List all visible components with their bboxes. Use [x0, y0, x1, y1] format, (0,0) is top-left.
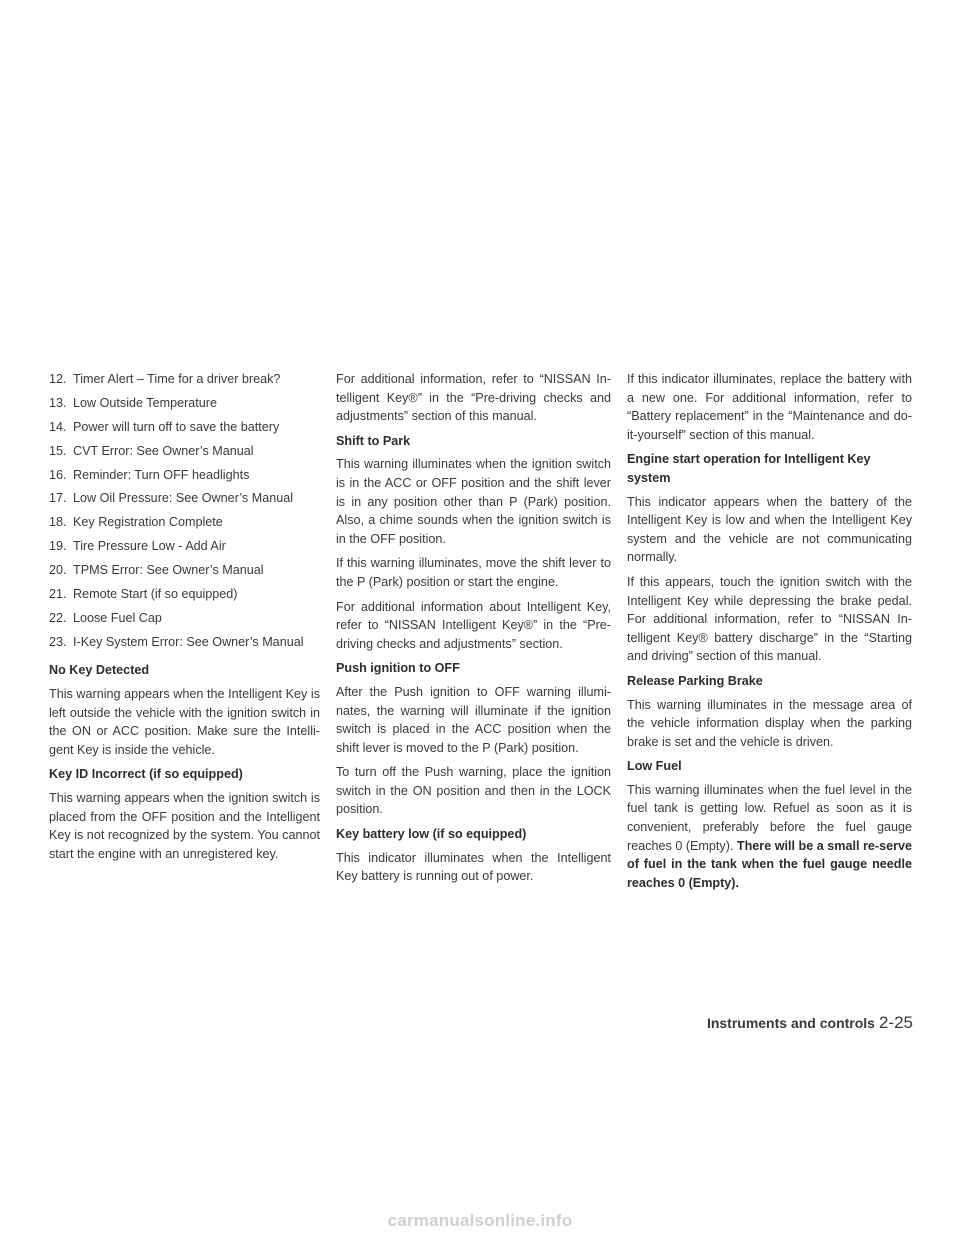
heading-release-parking-brake: Release Parking Brake	[627, 673, 763, 688]
list-item: 16. Reminder: Turn OFF headlights	[49, 467, 250, 482]
page-number: 2-25	[878, 1013, 913, 1032]
column-1	[49, 370, 320, 869]
heading-push-ignition-off: Push ignition to OFF	[336, 661, 460, 676]
warning-list	[49, 370, 320, 651]
paragraph: For additional information about Intelligent Key, refer to “NISSAN Intelligent Key®” in the “Pre-driving checks and adjustments” section.	[336, 599, 611, 651]
paragraph: For additional information, refer to “NISSAN In-telligent Key®” in the “Pre-driving checks and adjustments” section of this manual.	[336, 372, 611, 424]
heading-key-id-incorrect: Key ID Incorrect (if so equipped)	[49, 767, 243, 782]
paragraph: After the Push ignition to OFF warning illumi-nates, the warning will illuminate if the ignition switch is placed in the ACC position when the shift lever is moved to the P (Park) position.	[336, 684, 611, 755]
column-2	[336, 370, 611, 892]
paragraph: This warning illuminates in the message area of the vehicle information display when the parking brake is set and the vehicle is driven.	[627, 697, 912, 749]
list-item: 15. CVT Error: See Owner’s Manual	[49, 443, 254, 458]
heading-low-fuel: Low Fuel	[627, 759, 682, 774]
heading-engine-start-operation: Engine start operation for Intelligent Key system	[627, 452, 871, 485]
heading-no-key-detected: No Key Detected	[49, 663, 150, 678]
paragraph: To turn off the Push warning, place the ignition switch in the ON position and then in the LOCK position.	[336, 765, 611, 817]
paragraph: If this indicator illuminates, replace the battery with a new one. For additional information, refer to “Battery replacement” in the “Maintenance and do-it-yourself” section of this manual.	[627, 372, 912, 442]
list-item: 18. Key Registration Complete	[49, 515, 223, 530]
list-item: 23. I-Key System Error: See Owner’s Manual	[49, 634, 304, 649]
list-item: 17. Low Oil Pressure: See Owner’s Manual	[49, 491, 294, 506]
paragraph: This warning illuminates when the ignition switch is in the ACC or OFF position and the shift lever is in any position other than P (Park) position. Also, a chime sounds when the ignition switch is in the OFF position.	[336, 457, 611, 546]
paragraph: This warning appears when the ignition switch is placed from the OFF position and the Intelligent Key is not recognized by the system. You cannot start the engine with an unregistered key.	[49, 790, 320, 861]
list-item: 20. TPMS Error: See Owner’s Manual	[49, 563, 264, 578]
bold-warning: There will be a small re-serve of fuel in the tank when the fuel gauge needle reaches 0 (Empty).	[627, 838, 912, 890]
list-item: 21. Remote Start (if so equipped)	[49, 587, 238, 602]
list-item: 12. Timer Alert – Time for a driver break?	[49, 372, 281, 386]
paragraph: This indicator appears when the battery of the Intelligent Key is low and when the Intelligent Key system and the vehicle are not communicating normally.	[627, 494, 912, 565]
column-3	[627, 370, 912, 898]
list-item: 14. Power will turn off to save the battery	[49, 419, 280, 434]
paragraph: If this appears, touch the ignition switch with the Intelligent Key while depressing the brake pedal. For additional information, refer to “NISSAN In-telligent Key® battery discharge” in the “Starting and driving” section of this manual.	[627, 574, 912, 664]
paragraph: This indicator illuminates when the Intelligent Key battery is running out of power.	[336, 850, 611, 884]
paragraph: This warning illuminates when the fuel level in the fuel tank is getting low. Refuel as soon as it is convenient, preferably before the fuel gauge reaches 0 (Empty). There will be a small re-serve of fuel in the tank when the fuel gauge needle reaches 0 (Empty).	[627, 782, 912, 890]
heading-key-battery-low: Key battery low (if so equipped)	[336, 827, 527, 842]
page-footer	[689, 1013, 913, 1033]
heading-shift-to-park: Shift to Park	[336, 433, 411, 448]
paragraph: This warning appears when the Intelligent Key is left outside the vehicle with the ignition switch in the ON or ACC position. Make sure the Intelli-gent Key is inside the vehicle.	[49, 686, 320, 757]
list-item: 13. Low Outside Temperature	[49, 395, 217, 410]
list-item: 22. Loose Fuel Cap	[49, 610, 162, 625]
list-item: 19. Tire Pressure Low - Add Air	[49, 539, 226, 554]
watermark: carmanualsonline.info	[387, 1211, 573, 1230]
section-title: Instruments and controls	[706, 1015, 875, 1031]
paragraph: If this warning illuminates, move the shift lever to the P (Park) position or start the engine.	[336, 556, 611, 589]
